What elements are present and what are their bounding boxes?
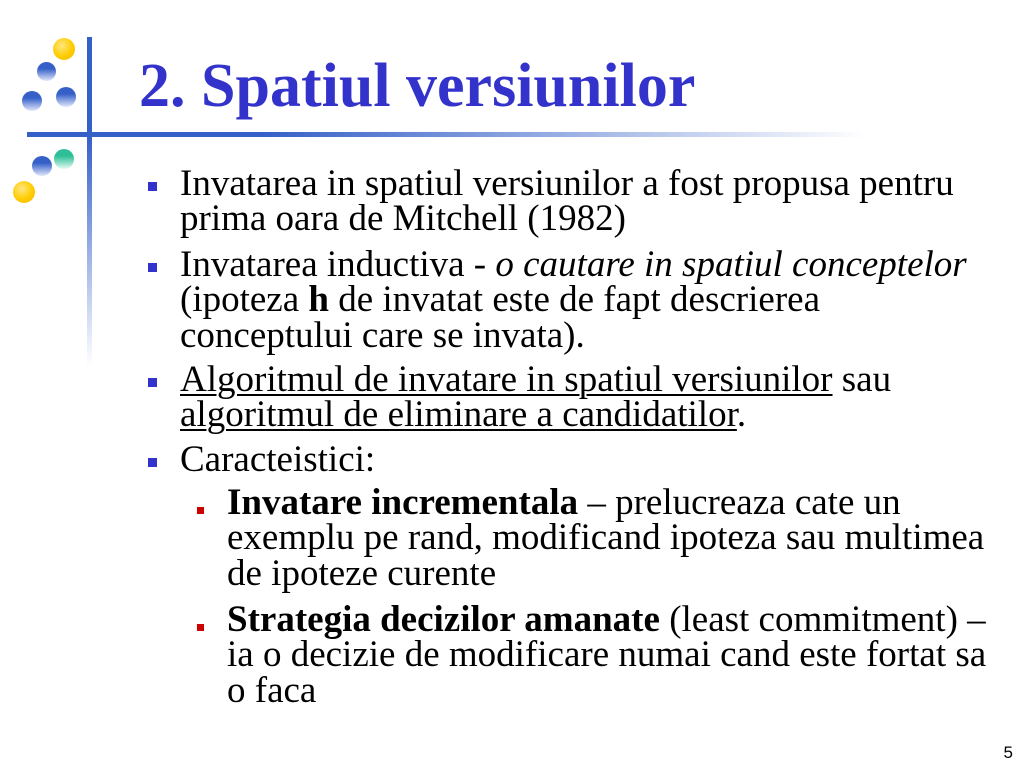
bullet-text-underlined: algoritmul de eliminare a candidatilor: [180, 394, 737, 436]
bullet-text-bold: h: [308, 279, 329, 321]
bullet-line: [227, 598, 986, 640]
bullet-text-bold: Invatare incrementala: [227, 481, 579, 523]
bullet-text: prima oara de Mitchell (1982): [180, 198, 626, 240]
bullet-line: [180, 394, 891, 436]
square-bullet-icon: [148, 263, 157, 272]
bullet-item: [180, 243, 967, 357]
bullet-line: [227, 517, 985, 559]
bullet-text: .: [736, 394, 747, 436]
bullet-line: [180, 243, 967, 285]
square-bullet-icon: [197, 624, 204, 631]
bullet-line: [180, 358, 892, 400]
square-bullet-icon: [197, 507, 204, 514]
bullet-line: [180, 315, 967, 357]
bullet-text: sau: [832, 358, 892, 400]
sub-bullet-item: [227, 481, 985, 595]
bullet-text: ia o decizie de modificare numai cand este fortat sa: [227, 634, 987, 676]
bullet-line: [180, 198, 954, 240]
bullet-text: exemplu pe rand, modificand ipoteza sau multimea: [227, 517, 985, 559]
bullet-item: [180, 438, 376, 480]
bullet-line: [227, 670, 986, 712]
bullet-line: [180, 279, 967, 321]
blue-circle-icon: [56, 87, 76, 107]
decor-horizontal-line: [27, 132, 867, 137]
bullet-line: [180, 438, 376, 480]
blue-circle-icon: [37, 62, 56, 81]
page-number: 5: [1003, 743, 1013, 762]
yellow-circle-icon: [53, 38, 75, 60]
bullet-line: [227, 553, 984, 595]
square-bullet-icon: [148, 182, 157, 191]
bullet-text: (least commitment) –: [659, 598, 986, 640]
bullet-item: [180, 162, 954, 240]
bullet-text: (ipoteza: [180, 279, 309, 321]
teal-circle-icon: [54, 149, 74, 169]
bullet-item: [180, 358, 892, 436]
yellow-circle-icon: [13, 181, 35, 203]
square-bullet-icon: [148, 458, 157, 467]
bullet-line: [227, 481, 984, 523]
bullet-text: de ipoteze curente: [227, 553, 497, 595]
bullet-text-bold: Strategia decizilor amanate: [227, 598, 660, 640]
bullet-text: – prelucreaza cate un: [578, 481, 901, 523]
bullet-text: o faca: [227, 670, 317, 712]
slide-title: 2. Spatiul versiunilor: [139, 52, 696, 120]
bullet-text-underlined: Algoritmul de invatare in spatiul versiunilor: [180, 358, 833, 400]
bullet-text: conceptului care se invata).: [180, 315, 585, 357]
bullet-text: Invatarea in spatiul versiunilor a fost propusa pentru: [180, 162, 954, 204]
blue-circle-icon: [32, 156, 52, 176]
bullet-text: Caracteistici:: [180, 438, 376, 480]
bullet-text-italic: o cautare in spatiul conceptelor: [495, 243, 967, 285]
bullet-text: de invatat este de fapt descrierea: [328, 279, 820, 321]
decor-vertical-line: [87, 37, 92, 367]
sub-bullet-item: [227, 598, 987, 712]
blue-circle-icon: [22, 91, 42, 111]
bullet-line: [180, 162, 954, 204]
bullet-text: Invatarea inductiva -: [180, 243, 496, 285]
bullet-line: [227, 634, 987, 676]
square-bullet-icon: [148, 378, 157, 387]
